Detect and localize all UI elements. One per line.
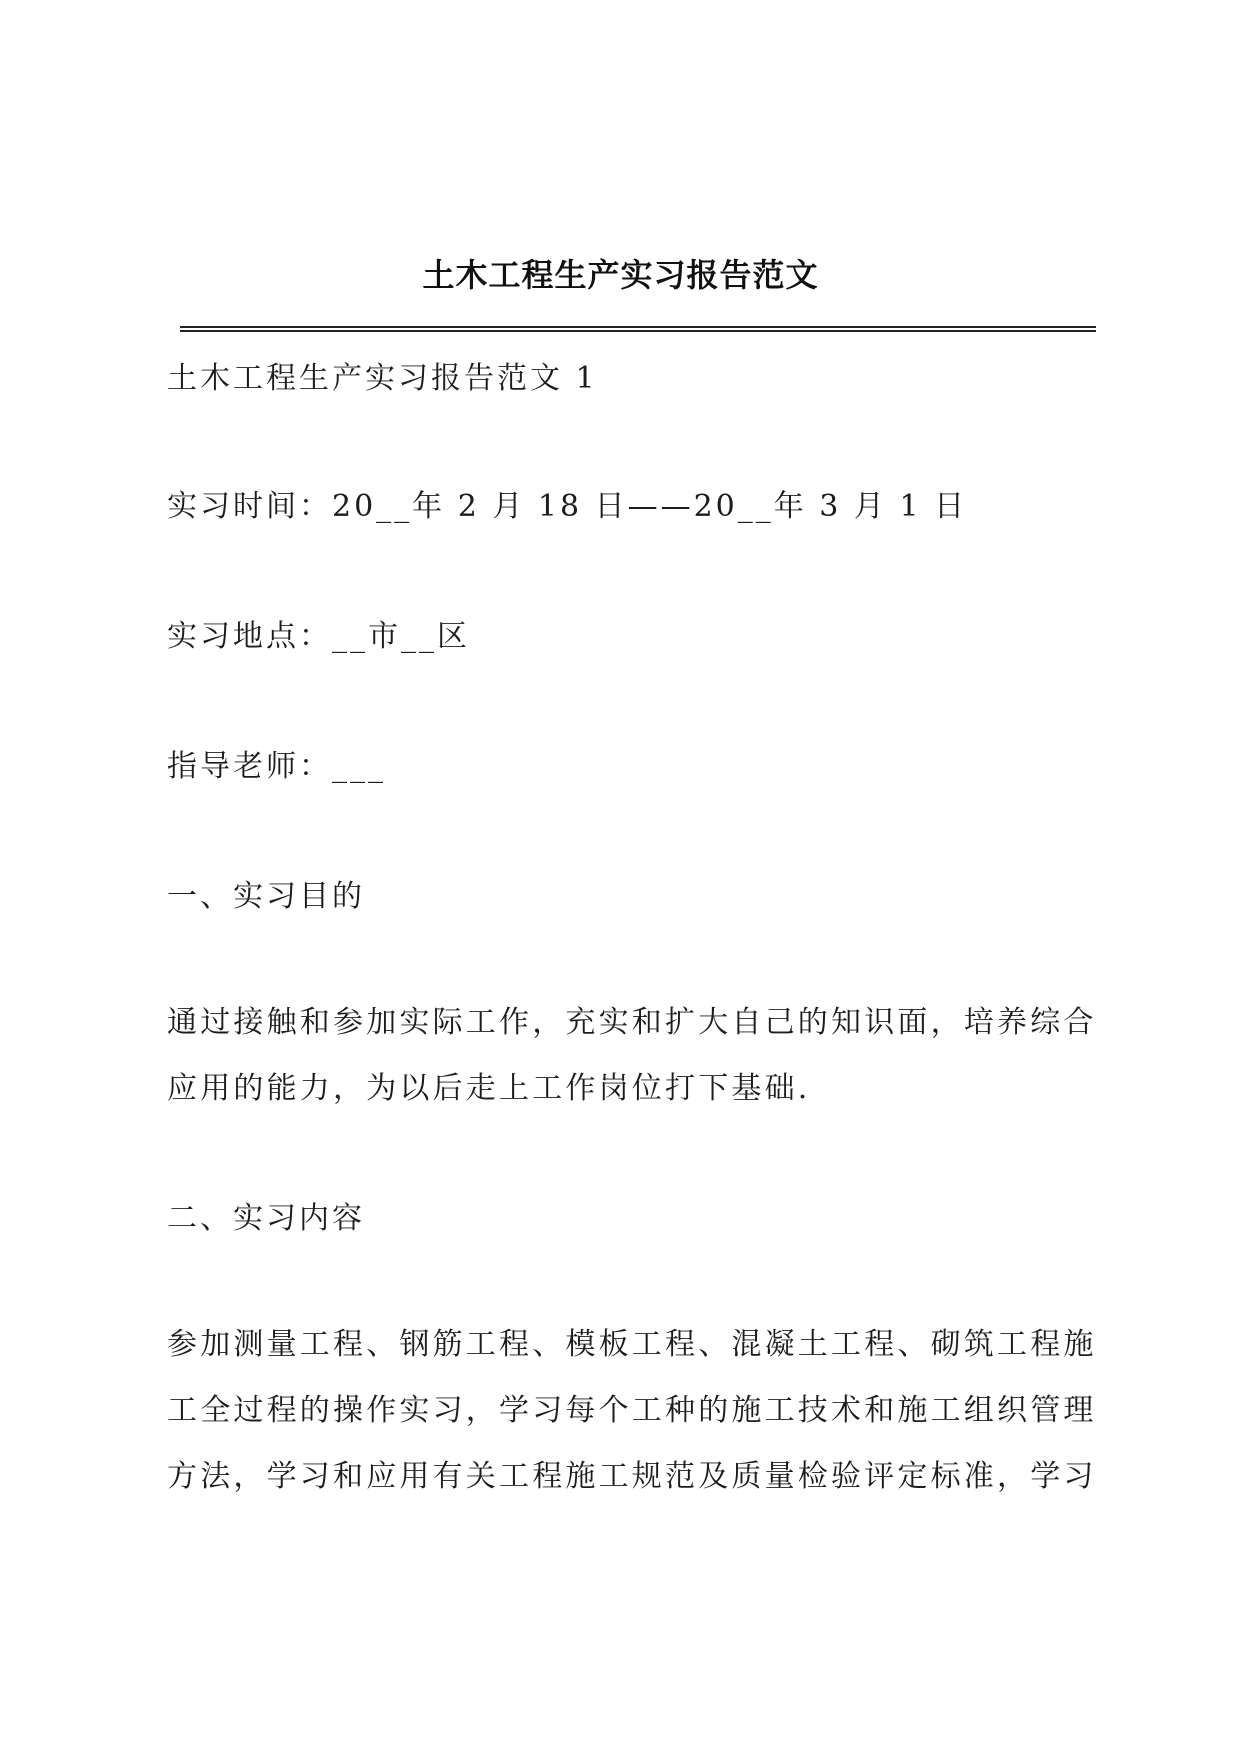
report-subtitle: 土木工程生产实习报告范文 1 xyxy=(167,361,598,396)
section-body-purpose xyxy=(167,990,1097,1122)
body-line: 通过接触和参加实际工作，充实和扩大自己的知识面，培养综合 xyxy=(167,1005,1097,1040)
document-title: 土木工程生产实习报告范文 xyxy=(422,256,819,294)
section-body-content xyxy=(167,1312,1097,1510)
section-heading-purpose: 一、实习目的 xyxy=(167,879,365,914)
body-line: 应用的能力，为以后走上工作岗位打下基础. xyxy=(167,1071,811,1106)
section-heading-content: 二、实习内容 xyxy=(167,1201,365,1236)
body-line: 方法，学习和应用有关工程施工规范及质量检验评定标准，学习 xyxy=(167,1459,1097,1494)
internship-advisor: 指导老师：___ xyxy=(167,749,386,784)
internship-time: 实习时间：20__年 2 月 18 日——20__年 3 月 1 日 xyxy=(167,489,968,524)
body-line: 工全过程的操作实习，学习每个工种的施工技术和施工组织管理 xyxy=(167,1393,1097,1428)
title-double-rule xyxy=(180,326,1096,332)
internship-location: 实习地点：__市__区 xyxy=(167,619,470,654)
body-line: 参加测量工程、钢筋工程、模板工程、混凝土工程、砌筑工程施 xyxy=(167,1327,1097,1362)
